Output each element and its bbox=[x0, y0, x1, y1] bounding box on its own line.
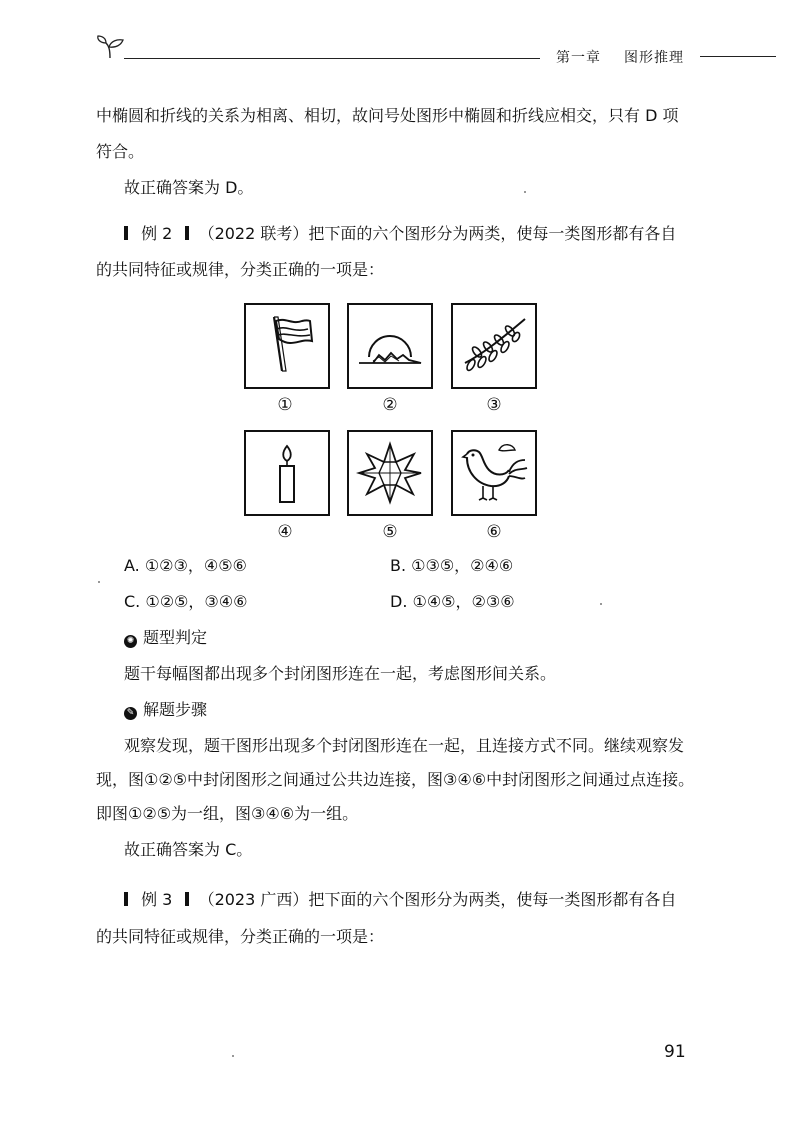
sprout-icon bbox=[96, 34, 126, 60]
figure-caption-6: ⑥ bbox=[486, 522, 502, 542]
figure-4 bbox=[244, 430, 330, 516]
target-icon: ✺ bbox=[124, 635, 137, 648]
figure-caption-4: ④ bbox=[277, 522, 293, 542]
section-type-text: 题干每幅图都出现多个封闭图形连在一起，考虑图形间关系。 bbox=[124, 664, 557, 683]
section-steps-title: 解题步骤 bbox=[143, 700, 208, 719]
figure-1 bbox=[244, 303, 330, 389]
bar-marker bbox=[185, 226, 189, 240]
example2-label: 例 2 bbox=[141, 224, 173, 243]
figure-6 bbox=[451, 430, 537, 516]
page-number: 91 bbox=[664, 1042, 686, 1062]
figure-5 bbox=[347, 430, 433, 516]
flag-icon bbox=[246, 305, 328, 387]
bar-marker bbox=[124, 892, 128, 906]
scan-speck bbox=[524, 191, 526, 193]
steps-line-1: 观察发现，题干图形出现多个封闭图形连在一起，且连接方式不同。继续观察发 bbox=[124, 736, 685, 755]
pen-icon: ✎ bbox=[124, 707, 137, 720]
scan-speck bbox=[98, 581, 100, 583]
figure-caption-5: ⑤ bbox=[382, 522, 398, 542]
answer-1: 故正确答案为 D。 bbox=[124, 178, 254, 197]
scan-speck bbox=[232, 1055, 234, 1057]
candle-icon bbox=[246, 432, 328, 514]
figure-caption-3: ③ bbox=[486, 395, 502, 415]
header-rule-left bbox=[124, 58, 540, 59]
section-type-heading bbox=[124, 628, 207, 648]
option-d: D. ①④⑤，②③⑥ bbox=[390, 592, 515, 611]
section-type-title: 题型判定 bbox=[143, 628, 208, 647]
header-chapter: 第一章 bbox=[556, 50, 601, 66]
steps-answer: 故正确答案为 C。 bbox=[124, 840, 253, 859]
figure-caption-1: ① bbox=[277, 395, 293, 415]
figure-caption-2: ② bbox=[382, 395, 398, 415]
star-icon bbox=[349, 432, 431, 514]
example3-label: 例 3 bbox=[141, 890, 173, 909]
example3-stem-2: 的共同特征或规律，分类正确的一项是： bbox=[96, 927, 385, 946]
figure-3 bbox=[451, 303, 537, 389]
option-c: C. ①②⑤，③④⑥ bbox=[124, 592, 248, 611]
bird-icon bbox=[453, 432, 535, 514]
example3-source: （2023 广西） bbox=[198, 890, 309, 909]
body-line-2: 符合。 bbox=[96, 142, 145, 161]
example3-stem-1: 把下面的六个图形分为两类，使每一类图形都有各自 bbox=[308, 890, 677, 909]
branch-icon bbox=[453, 305, 535, 387]
steps-line-3: 即图①②⑤为一组，图③④⑥为一组。 bbox=[96, 804, 359, 823]
example2-source: （2022 联考） bbox=[198, 224, 309, 243]
example2-heading bbox=[124, 224, 676, 244]
steps-line-2: 现，图①②⑤中封闭图形之间通过公共边连接，图③④⑥中封闭图形之间通过点连接。 bbox=[96, 770, 695, 789]
body-line-1: 中椭圆和折线的关系为相离、相切，故问号处图形中椭圆和折线应相交，只有 D 项 bbox=[96, 106, 679, 125]
example2-stem-1: 把下面的六个图形分为两类，使每一类图形都有各自 bbox=[308, 224, 677, 243]
header-title: 图形推理 bbox=[624, 50, 684, 66]
option-a: A. ①②③，④⑤⑥ bbox=[124, 556, 247, 575]
scan-speck bbox=[600, 603, 602, 605]
option-b: B. ①③⑤，②④⑥ bbox=[390, 556, 514, 575]
figure-2 bbox=[347, 303, 433, 389]
header-rule-right bbox=[700, 56, 776, 57]
example2-stem-2: 的共同特征或规律，分类正确的一项是： bbox=[96, 260, 385, 279]
section-steps-heading bbox=[124, 700, 207, 720]
sunrise-icon bbox=[349, 305, 431, 387]
bar-marker bbox=[185, 892, 189, 906]
example3-heading bbox=[124, 890, 676, 910]
bar-marker bbox=[124, 226, 128, 240]
